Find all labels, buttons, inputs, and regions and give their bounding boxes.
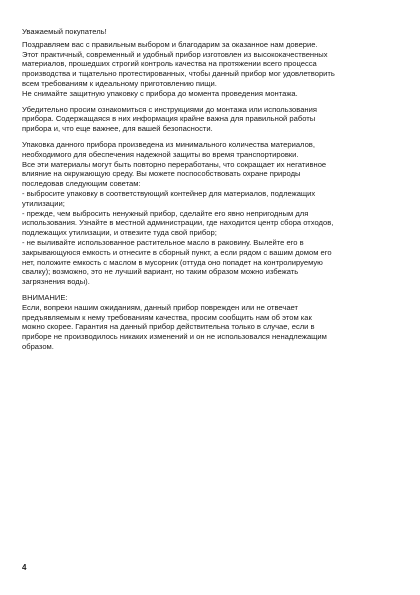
text-line: нет, положите емкость с маслом в мусорник (оттуда оно попадет на контролируемую [22,257,323,267]
text-line: загрязнения воды). [22,277,90,287]
text-line: всем требованиям к идеальному приготовлению пищи. [22,78,217,88]
text-line: Не снимайте защитную упаковку с прибора до момента проведения монтажа. [22,88,298,98]
paragraph-packaging [22,140,400,287]
text-line: можно скорее. Гарантия на данный прибор действительна только в случае, если в [22,322,315,332]
text-line: - не выливайте использованное растительное масло в раковину. Вылейте его в [22,237,304,247]
text-line: прибора. Содержащаяся в них информация крайне важна для правильной работы [22,114,316,124]
text-line: производства и тщательно протестированных, чтобы данный прибор мог удовлетворить [22,69,335,79]
text-line: Все эти материалы могут быть повторно переработаны, что сокращает их негативное [22,159,327,169]
text-line: - прежде, чем выбросить ненужный прибор, сделайте его явно непригодным для [22,208,309,218]
page-number: 4 [22,563,27,572]
text-line: необходимого для обеспечения надежной защиты во время транспортировки. [22,149,299,159]
text-line: использования. Узнайте в местной администрации, где находится центр сбора отходов, [22,218,334,228]
text-line: подлежащих утилизации, и отвезите туда свой прибор; [22,228,217,238]
paragraph-congratulations [22,40,400,99]
greeting-heading: Уважаемый покупатель! [22,27,107,36]
warning-section [22,293,400,352]
text-line: материалов, прошедших строгий контроль качества на протяжении всего процесса [22,59,317,69]
text-line: закрывающуюся емкость и отнесите в сборный пункт, а если рядом с вашим домом его [22,247,332,257]
text-line: предъявляемым к нему требованиям качества, просим сообщить нам об этом как [22,312,312,322]
warning-heading: ВНИМАНИЕ: [22,292,68,302]
text-line: Если, вопреки нашим ожиданиям, данный прибор поврежден или не отвечает [22,302,298,312]
manual-page [22,27,400,358]
text-line: приборе не производилось никаких изменений и он не использовался ненадлежащим [22,332,327,342]
paragraph-instructions [22,105,400,134]
text-line: Упаковка данного прибора произведена из минимального количества материалов, [22,139,315,149]
text-line: прибора и, что еще важнее, для вашей безопасности. [22,124,213,134]
text-line: утилизации; [22,198,65,208]
text-line: свалку); возможно, это не лучший вариант, но таким образом можно избежать [22,267,299,277]
text-line: Этот практичный, современный и удобный прибор изготовлен из высококачественных [22,49,328,59]
text-line: Поздравляем вас с правильным выбором и благодарим за оказанное нам доверие. [22,39,318,49]
text-line: влияние на окружающую среду. Вы можете поспособствовать охране природы [22,169,301,179]
text-line: - выбросите упаковку в соответствующий контейнер для материалов, подлежащих [22,188,316,198]
text-line: Убедительно просим ознакомиться с инструкциями до монтажа или использования [22,104,317,114]
text-line: образом. [22,341,54,351]
text-line: последовав следующим советам: [22,179,141,189]
